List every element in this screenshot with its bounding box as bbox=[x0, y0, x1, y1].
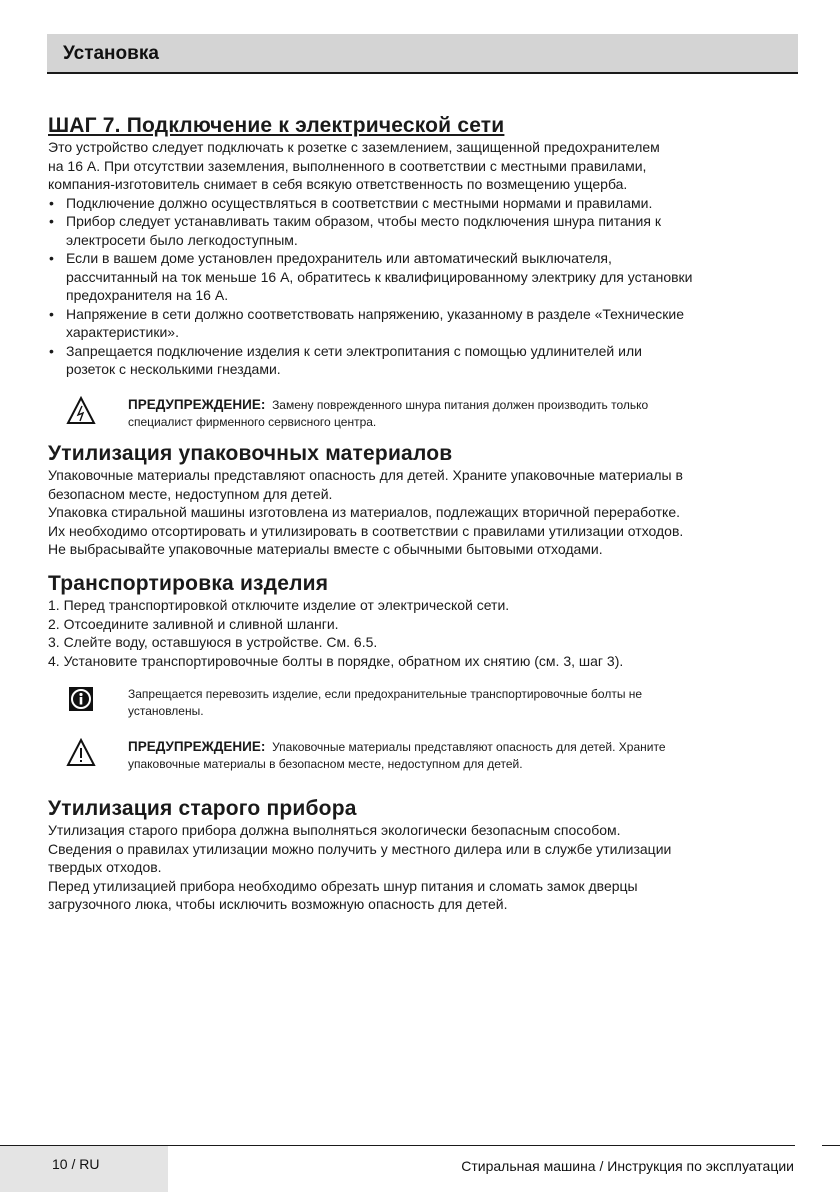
step7-intro-line: компания-изготовитель снимает в себя всякую ответственность по возмещению ущерба. bbox=[48, 176, 628, 192]
step7-section bbox=[48, 114, 800, 436]
disposal-line: загрузочного люка, чтобы исключить возможную опасность для детей. bbox=[48, 896, 508, 912]
bullet-item: • Запрещается подключение изделия к сети электропитания с помощью удлинителей или розеток с несколькими гнездами. bbox=[49, 342, 642, 377]
section-header-bar bbox=[47, 34, 798, 74]
disposal-title: Утилизация старого прибора bbox=[48, 797, 357, 820]
step7-intro-line: на 16 А. При отсутствии заземления, выполненного в соответствии с местными правилами, bbox=[48, 157, 647, 174]
transport-section bbox=[48, 572, 800, 778]
disposal-section bbox=[48, 797, 800, 914]
step7-warning bbox=[48, 396, 800, 436]
bullet-item: • Напряжение в сети должно соответствовать напряжению, указанному в разделе «Технические характеристики». bbox=[49, 305, 685, 340]
bullet-item: • Если в вашем доме установлен предохранитель или автоматический выключателя, рассчитанный на ток меньше 16 А, обратитесь к квалифицированному электрику для установки предохранителя на 16 А. bbox=[49, 250, 693, 303]
page-number: 10 / RU bbox=[52, 1156, 100, 1172]
transport-step: 2. Отсоедините заливной и сливной шланги. bbox=[48, 615, 339, 632]
info-text: установлены. bbox=[128, 704, 204, 718]
transport-step: 3. Слейте воду, оставшуюся в устройстве. См. 6.5. bbox=[48, 634, 378, 650]
bullet-item: • Подключение должно осуществляться в соответствии с местными нормами и правилами. bbox=[49, 194, 653, 211]
warning-icon bbox=[66, 738, 96, 768]
transport-steps bbox=[48, 596, 800, 670]
packaging-line: Упаковочные материалы представляют опасность для детей. Храните упаковочные материалы в bbox=[48, 467, 683, 483]
document-name: Стиральная машина / Инструкция по эксплуатации bbox=[461, 1158, 794, 1174]
warning-label: ПРЕДУПРЕЖДЕНИЕ: bbox=[128, 396, 266, 412]
transport-info bbox=[48, 686, 800, 726]
step7-title: ШАГ 7. Подключение к электрической сети bbox=[48, 114, 505, 137]
packaging-title: Утилизация упаковочных материалов bbox=[48, 442, 453, 465]
warning-text: Замену поврежденного шнура питания должен производить только bbox=[272, 397, 649, 412]
disposal-line: Утилизация старого прибора должна выполняться экологически безопасным способом. bbox=[48, 822, 621, 838]
warning-text: упаковочные материалы в безопасном месте, недоступном для детей. bbox=[128, 757, 523, 771]
footer-divider bbox=[0, 1145, 795, 1146]
packaging-line: Не выбрасывайте упаковочные материалы вместе с обычными бытовыми отходами. bbox=[48, 541, 603, 557]
disposal-line: Перед утилизацией прибора необходимо обрезать шнур питания и сломать замок дверцы bbox=[48, 877, 638, 894]
transport-step: 1. Перед транспортировкой отключите изделие от электрической сети. bbox=[48, 597, 510, 613]
packaging-section bbox=[48, 442, 800, 559]
electric-warning-icon bbox=[66, 396, 96, 426]
step7-intro-line: Это устройство следует подключать к розетке с заземлением, защищенной предохранителем bbox=[48, 139, 660, 155]
disposal-line: Сведения о правилах утилизации можно получить у местного дилера или в службе утилизации bbox=[48, 840, 672, 857]
info-icon bbox=[68, 686, 94, 712]
warning-text: специалист фирменного сервисного центра. bbox=[128, 414, 377, 429]
warning-label: ПРЕДУПРЕЖДЕНИЕ: bbox=[128, 739, 266, 754]
packaging-line: Их необходимо отсортировать и утилизировать в соответствии с правилами утилизации отходов. bbox=[48, 522, 684, 539]
disposal-line: твердых отходов. bbox=[48, 859, 162, 875]
transport-title: Транспортировка изделия bbox=[48, 572, 329, 595]
step7-bullet-list bbox=[48, 194, 800, 379]
section-header-title: Установка bbox=[63, 43, 159, 64]
footer-divider-tick bbox=[822, 1145, 840, 1146]
bullet-item: • Прибор следует устанавливать таким образом, чтобы место подключения шнура питания к электросети было легкодоступным. bbox=[49, 213, 661, 248]
info-text: Запрещается перевозить изделие, если предохранительные транспортировочные болты не bbox=[128, 687, 643, 701]
packaging-line: безопасном месте, недоступном для детей. bbox=[48, 485, 333, 502]
transport-step: 4. Установите транспортировочные болты в порядке, обратном их снятию (см. 3, шаг 3). bbox=[48, 652, 624, 669]
transport-warning bbox=[48, 738, 800, 778]
packaging-line: Упаковка стиральной машины изготовлена из материалов, подлежащих вторичной переработке. bbox=[48, 504, 681, 520]
warning-text: Упаковочные материалы представляют опасность для детей. Храните bbox=[272, 740, 666, 754]
